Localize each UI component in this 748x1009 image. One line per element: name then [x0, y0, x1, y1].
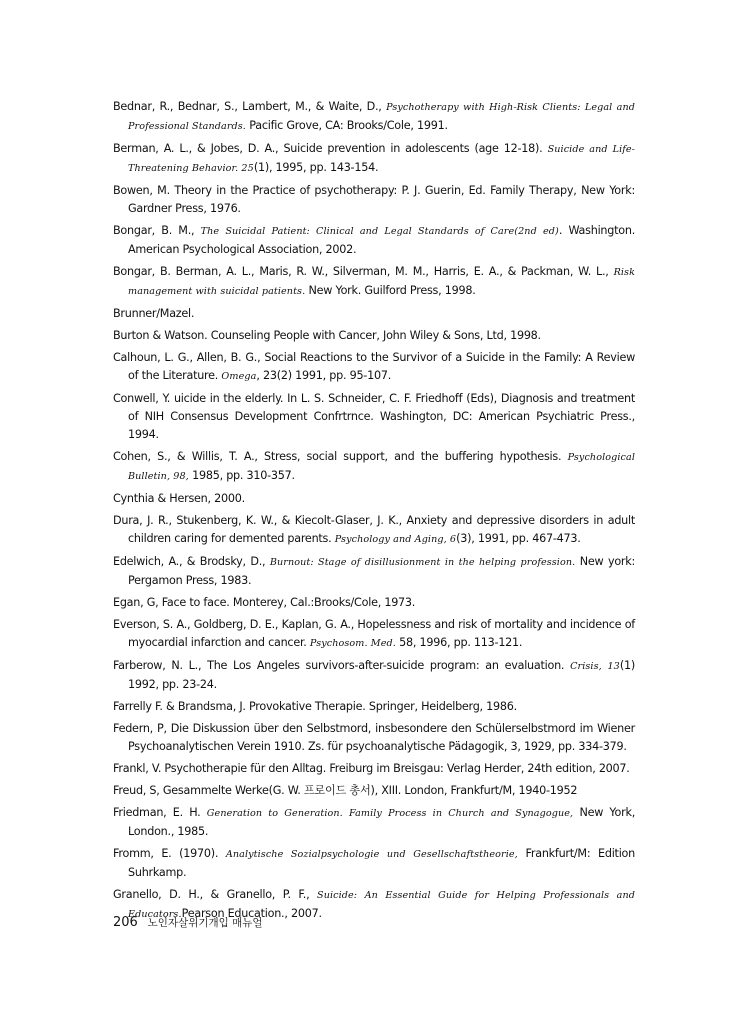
- reference-entry: [113, 140, 635, 178]
- reference-text: Friedman, E. H.: [113, 806, 207, 819]
- reference-entry: [113, 720, 635, 756]
- reference-text: Berman, A. L., & Jobes, D. A., Suicide prevention in adolescents (age 12-18).: [113, 142, 548, 155]
- reference-text-tail: . Washington. American Psychological Association, 2002.: [128, 224, 636, 256]
- reference-text-tail: 58, 1996, pp. 113-121.: [395, 636, 523, 649]
- reference-text: Granello, D. H., & Granello, P. F.,: [113, 888, 318, 901]
- reference-text: Cynthia & Hersen, 2000.: [113, 492, 245, 505]
- reference-text: Federn, P, Die Diskussion über den Selbstmord, insbesondere den Schülerselbstmord im Wiener Psychoanalytischen Verein 1910. Zs. für psychoanalytische Pädagogik, 3, 1929, pp. 334-379.: [113, 722, 635, 753]
- reference-entry: [113, 760, 635, 778]
- reference-text: Edelwich, A., & Brodsky, D.,: [113, 555, 270, 568]
- reference-entry: [113, 616, 635, 653]
- reference-text-tail: (3), 1991, pp. 467-473.: [456, 532, 581, 545]
- reference-text: Conwell, Y. uicide in the elderly. In L. S. Schneider, C. F. Friedhoff (Eds), Diagnosis and treatment of NIH Consensus Development Confrtrnce. Washington, DC: American Psychiatric Press., 1994.: [113, 392, 635, 441]
- reference-text-tail: New York, London., 1985.: [128, 806, 636, 838]
- reference-text-tail: (1) 1992, pp. 23-24.: [128, 659, 635, 691]
- reference-entry: [113, 698, 635, 716]
- reference-entry: [113, 490, 635, 508]
- reference-text-tail: New york: Pergamon Press, 1983.: [128, 555, 636, 587]
- reference-text: Everson, S. A., Goldberg, D. E., Kaplan, G. A., Hopelessness and risk of mortality and incidence of myocardial infarction and cancer.: [113, 618, 635, 649]
- reference-text: Calhoun, L. G., Allen, B. G., Social Reactions to the Survivor of a Suicide in the Family: A Review of the Literature.: [113, 351, 635, 382]
- reference-entry: [113, 512, 635, 549]
- reference-entry: [113, 222, 635, 259]
- reference-entry: [113, 553, 635, 590]
- reference-italic-title: Psychosom. Med.: [309, 638, 396, 649]
- reference-entry: [113, 305, 635, 323]
- reference-text: Freud, S, Gesammelte Werke(G. W. 프로이드 총서), XIII. London, Frankfurt/M, 1940-1952: [113, 784, 578, 797]
- reference-text-tail: 1985, pp. 310-357.: [188, 469, 295, 482]
- reference-text: Farrelly F. & Brandsma, J. Provokative Therapie. Springer, Heidelberg, 1986.: [113, 700, 517, 713]
- page-number: 206: [113, 915, 138, 930]
- reference-italic-title: Risk management with suicidal patients.: [128, 267, 635, 297]
- reference-entry: [113, 182, 635, 218]
- reference-entry: [113, 98, 635, 136]
- reference-italic-title: Psychology and Aging, 6: [334, 534, 457, 545]
- reference-entry: [113, 804, 635, 841]
- reference-entry: [113, 657, 635, 694]
- reference-text-tail: , 23(2) 1991, pp. 95-107.: [256, 369, 392, 382]
- reference-text: Frankl, V. Psychotherapie für den Alltag. Freiburg im Breisgau: Verlag Herder, 24th edition, 2007.: [113, 762, 630, 775]
- reference-text: Bongar, B. M.,: [113, 224, 201, 237]
- reference-italic-title: Psychotherapy with High-Risk Clients: Legal and Professional Standards.: [128, 102, 635, 132]
- reference-text: Burton & Watson. Counseling People with Cancer, John Wiley & Sons, Ltd, 1998.: [113, 329, 541, 342]
- reference-italic-title: The Suicidal Patient: Clinical and Legal Standards of Care(2nd ed): [200, 226, 559, 237]
- reference-entry: [113, 327, 635, 345]
- reference-text-tail: Pearson Education., 2007.: [181, 907, 322, 920]
- reference-list: [113, 98, 635, 928]
- reference-italic-title: Generation to Generation. Family Process in Church and Synagogue,: [206, 808, 574, 819]
- reference-text-tail: Pacific Grove, CA: Brooks/Cole, 1991.: [245, 119, 448, 132]
- reference-text-tail: Frankfurt/M: Edition Suhrkamp.: [128, 847, 635, 879]
- page-footer: [113, 915, 263, 930]
- reference-italic-title: Crisis, 13: [570, 661, 620, 672]
- reference-text-tail: New York. Guilford Press, 1998.: [305, 284, 476, 297]
- reference-italic-title: Omega: [221, 371, 257, 382]
- reference-italic-title: Suicide and Life-Threatening Behavior. 25: [128, 144, 636, 174]
- reference-entry: [113, 845, 635, 882]
- reference-italic-title: Analytische Sozialpsychologie und Gesellschaftstheorie,: [225, 849, 518, 860]
- reference-text: Cohen, S., & Willis, T. A., Stress, social support, and the buffering hypothesis.: [113, 450, 568, 463]
- reference-text: Bowen, M. Theory in the Practice of psychotherapy: P. J. Guerin, Ed. Family Therapy, New York: Gardner Press, 1976.: [113, 184, 635, 215]
- reference-text: Egan, G, Face to face. Monterey, Cal.:Brooks/Cole, 1973.: [113, 596, 416, 609]
- reference-entry: [113, 390, 635, 444]
- reference-entry: [113, 349, 635, 386]
- book-title: 노인자살위기개입 매뉴얼: [147, 917, 263, 929]
- reference-text-tail: (1), 1995, pp. 143-154.: [253, 161, 379, 174]
- reference-entry: [113, 782, 635, 800]
- reference-italic-title: Suicide: An Essential Guide for Helping Professionals and Educators.: [128, 890, 635, 920]
- reference-italic-title: Psychological Bulletin, 98,: [128, 452, 635, 482]
- reference-text: Bongar, B. Berman, A. L., Maris, R. W., Silverman, M. M., Harris, E. A., & Packman, W. L.,: [113, 265, 614, 278]
- reference-entry: [113, 263, 635, 301]
- reference-text: Fromm, E. (1970).: [113, 847, 226, 860]
- reference-text: Dura, J. R., Stukenberg, K. W., & Kiecolt-Glaser, J. K., Anxiety and depressive disorders in adult children caring for demented parents.: [113, 514, 635, 545]
- reference-text: Brunner/Mazel.: [113, 307, 195, 320]
- reference-entry: [113, 448, 635, 486]
- reference-italic-title: Burnout: Stage of disillusionment in the helping profession.: [269, 557, 576, 568]
- reference-text: Bednar, R., Bednar, S., Lambert, M., & Waite, D.,: [113, 100, 387, 113]
- reference-text: Farberow, N. L., The Los Angeles survivors-after-suicide program: an evaluation.: [113, 659, 571, 672]
- reference-entry: [113, 594, 635, 612]
